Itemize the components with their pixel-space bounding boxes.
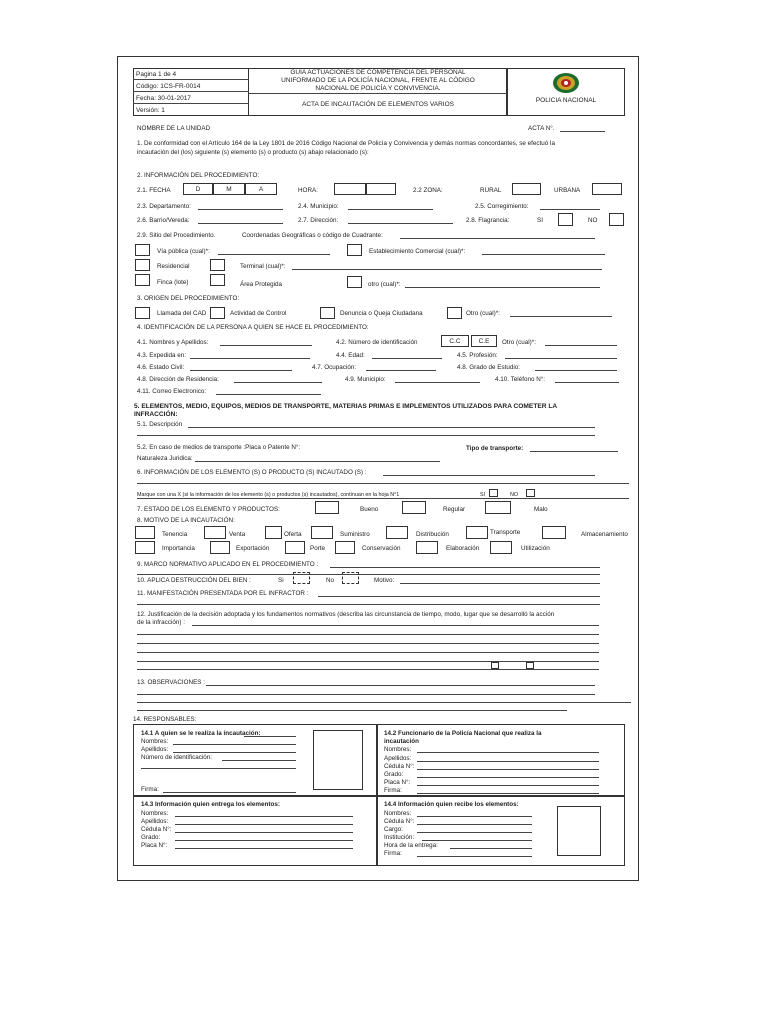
corregimiento-label: 2.5. Corregimiento: xyxy=(475,203,529,210)
terminal-field[interactable] xyxy=(292,269,602,270)
b4-cargo-field[interactable] xyxy=(417,832,532,833)
finca-label: Finca (lote) xyxy=(157,279,189,286)
oferta-label: Oferta xyxy=(284,531,302,538)
b1-numero-field[interactable] xyxy=(222,760,296,761)
expedida-label: 4.3. Expedida en: xyxy=(137,352,187,359)
b3-nombres-field[interactable] xyxy=(175,816,353,817)
section9-field-1[interactable] xyxy=(330,567,600,568)
b4-firma-label: Firma: xyxy=(384,850,402,857)
regular-label: Regular xyxy=(443,506,466,513)
minute-box[interactable] xyxy=(366,183,396,195)
b2-nombres-field[interactable] xyxy=(417,752,599,753)
profesion-field[interactable] xyxy=(505,358,617,359)
hora-label: HORA: xyxy=(298,187,318,194)
almacenamiento-label: Almacenamiento xyxy=(581,531,628,538)
police-shield-logo xyxy=(550,71,582,95)
residencia-label: 4.8. Dirección de Residencia: xyxy=(137,376,219,383)
telefono-field[interactable] xyxy=(555,382,619,383)
direccion-field[interactable] xyxy=(348,223,453,224)
nombres-label: 4.1. Nombres y Apellidos: xyxy=(137,339,209,346)
guide-title-line1: GUIA ACTUACIONES DE COMPETENCIA DEL PERSONAL xyxy=(290,69,466,76)
descripcion-field-1[interactable] xyxy=(188,427,595,428)
b1-fingerprint-box[interactable] xyxy=(313,730,363,790)
observaciones-field-1[interactable] xyxy=(206,685,595,686)
utilizacion-label: Utilización xyxy=(521,545,550,552)
b3-cedula-label: Cédula N°: xyxy=(141,826,172,833)
flagrancia-si-label: SI xyxy=(537,217,543,224)
establecimiento-checkbox[interactable] xyxy=(347,244,362,256)
departamento-label: 2.3. Departamento: xyxy=(137,203,191,210)
descripcion-field-2[interactable] xyxy=(137,435,595,436)
section11-field-1[interactable] xyxy=(318,596,600,597)
b1-apellidos-label: Apellidos: xyxy=(141,746,169,753)
b2-title-line1: 14.2 Funcionario de la Policía Nacional que realiza la xyxy=(384,730,542,737)
coordenadas-field[interactable] xyxy=(400,238,595,239)
otro-origen-field[interactable] xyxy=(510,316,612,317)
b1-firma-label: Firma: xyxy=(141,786,159,793)
continua-si-checkbox[interactable] xyxy=(489,489,498,497)
flagrancia-si-checkbox[interactable] xyxy=(558,213,573,226)
otro-sitio-checkbox[interactable] xyxy=(347,276,362,288)
b4-nombres-field[interactable] xyxy=(417,816,532,817)
b2-apellidos-label: Apellidos: xyxy=(384,755,412,762)
b3-grado-label: Grado: xyxy=(141,834,161,841)
b2-firma-label: Firma: xyxy=(384,787,402,794)
b4-title: 14.4 Información quien recibe los elementos: xyxy=(384,801,519,808)
section5-title-line1: 5. ELEMENTOS, MEDIO, EQUIPOS, MEDIOS DE TRANSPORTE, MATERIAS PRIMAS E IMPLEMENTOS UTILIZADOS PARA COMETER LA xyxy=(134,403,558,410)
month-box[interactable]: M xyxy=(213,183,245,195)
fecha-label: 2.1. FECHA xyxy=(137,187,171,194)
otro-id-label: Otro (cual)*: xyxy=(502,339,536,346)
ocupacion-field[interactable] xyxy=(366,370,436,371)
urbana-label: URBANA xyxy=(554,187,581,194)
edad-field[interactable] xyxy=(372,358,442,359)
b4-institucion-field[interactable] xyxy=(422,840,532,841)
section8-title: 8. MOTIVO DE LA INCAUTACIÓN: xyxy=(137,517,235,524)
porte-checkbox[interactable] xyxy=(285,541,305,554)
departamento-field[interactable] xyxy=(198,209,283,210)
bueno-label: Bueno xyxy=(360,506,379,513)
b3-title: 14.3 Información quien entrega los elementos: xyxy=(141,801,280,808)
residencial-label: Residencial xyxy=(157,263,190,270)
guide-title-line2: UNIFORMADO DE LA POLICÍA NACIONAL, FRENTE AL CÓDIGO xyxy=(281,77,475,84)
finca-checkbox[interactable] xyxy=(135,274,150,286)
ce-checkbox[interactable]: C.E xyxy=(471,335,497,347)
via-publica-label: Vía pública (cual)*: xyxy=(157,248,210,255)
b1-apellidos-field[interactable] xyxy=(173,752,296,753)
b2-grado-label: Grado: xyxy=(384,771,404,778)
almacenamiento-checkbox[interactable] xyxy=(542,526,566,539)
barrio-field[interactable] xyxy=(198,223,283,224)
via-publica-checkbox[interactable] xyxy=(135,244,150,256)
venta-label: Venta xyxy=(229,531,246,538)
b4-institucion-label: Institución: xyxy=(384,834,415,841)
section12-line2: de la infracción) : xyxy=(137,619,185,626)
document-version: Versión: 1 xyxy=(136,107,165,114)
tipo-transporte-label: Tipo de transporte: xyxy=(466,445,524,452)
destruccion-no-label: No xyxy=(326,577,335,584)
llamada-checkbox[interactable] xyxy=(135,307,150,319)
section13-title: 13. OBSERVACIONES : xyxy=(137,679,206,686)
descripcion-label: 5.1. Descripción xyxy=(137,421,183,428)
coordenadas-label: Coordenadas Geográficas o código de Cuadrante: xyxy=(242,232,383,239)
numero-id-label: 4.2. Número de identificación xyxy=(336,339,418,346)
acta-number-field[interactable] xyxy=(560,131,605,132)
municipio-field[interactable] xyxy=(348,209,433,210)
b1-nombres-label: Nombres: xyxy=(141,738,169,745)
estado-civil-field[interactable] xyxy=(190,370,292,371)
b3-apellidos-label: Apellidos: xyxy=(141,818,169,825)
section9-field-2[interactable] xyxy=(137,574,600,575)
marque-label: Marque con una X (si la información de los elemento (s) o productos (s) incautados), continuan en la hoja N°1 xyxy=(137,492,400,498)
destruccion-si-checkbox[interactable] xyxy=(293,572,310,584)
transporte-checkbox[interactable] xyxy=(466,526,488,539)
municipio-label: 2.4. Municipio: xyxy=(298,203,339,210)
section10-title: 10. APLICA DESTRUCCIÓN DEL BIEN : xyxy=(137,577,251,584)
flagrancia-label: 2.8. Flagrancia: xyxy=(466,217,510,224)
motivo-field[interactable] xyxy=(400,583,600,584)
malo-checkbox[interactable] xyxy=(485,501,511,514)
b1-firma-field[interactable] xyxy=(163,792,296,793)
section11-title: 11. MANIFESTACIÓN PRESENTADA POR EL INFRACTOR : xyxy=(137,590,309,597)
b1-numero-label: Número de identificación: xyxy=(141,754,213,761)
establecimiento-label: Establecimiento Comercial (cual)*: xyxy=(369,248,466,255)
otro-origen-label: Otro (cual)*: xyxy=(466,310,500,317)
intro-line2: incautación del (los) siguiente (s) elemento (s) o producto (s) abajo relacionado (s): xyxy=(137,149,369,156)
b4-hora-label: Hora de la entrega: xyxy=(384,842,438,849)
en-caso-transporte-label: 5.2. En caso de medios de transporte :Placa o Patente N°: xyxy=(137,444,301,451)
b2-cedula-field[interactable] xyxy=(417,769,599,770)
flagrancia-no-checkbox[interactable] xyxy=(609,213,624,226)
acta-number-label: ACTA N°. xyxy=(528,125,555,132)
tenencia-label: Tenencia xyxy=(162,531,188,538)
document-code: Código: 1CS-FR-0014 xyxy=(136,83,201,90)
suministro-label: Suministro xyxy=(340,531,370,538)
section6-divider xyxy=(137,498,629,499)
urbana-checkbox[interactable] xyxy=(592,183,622,195)
section7-title: 7. ESTADO DE LOS ELEMENTO Y PRODUCTOS: xyxy=(137,506,280,513)
b3-nombres-label: Nombres: xyxy=(141,810,169,817)
document-date: Fecha: 30-01-2017 xyxy=(136,95,191,102)
section14-title: 14. RESPONSABLES: xyxy=(133,716,197,723)
section12-field-6[interactable] xyxy=(137,669,599,670)
b3-grado-field[interactable] xyxy=(175,840,353,841)
continua-no-label: NO xyxy=(510,492,519,498)
section12-field-1[interactable] xyxy=(192,625,599,626)
nombre-unidad-label: NOMBRE DE LA UNIDAD xyxy=(137,125,211,132)
conservacion-label: Conservación xyxy=(362,545,401,552)
destruccion-si-label: Si xyxy=(278,577,284,584)
continua-no-checkbox[interactable] xyxy=(526,489,535,497)
observaciones-field-4[interactable] xyxy=(137,710,567,711)
via-publica-field[interactable] xyxy=(218,254,330,255)
b4-cargo-label: Cargo: xyxy=(384,826,403,833)
otro-origen-checkbox[interactable] xyxy=(447,307,462,319)
importacion-checkbox[interactable] xyxy=(135,541,155,554)
bueno-checkbox[interactable] xyxy=(315,501,339,514)
b2-grado-field[interactable] xyxy=(417,777,599,778)
tenencia-checkbox[interactable] xyxy=(135,526,155,539)
b4-cedula-field[interactable] xyxy=(417,824,532,825)
section12-field-4[interactable] xyxy=(137,652,599,653)
b1-title-field[interactable] xyxy=(244,736,296,737)
day-box[interactable]: D xyxy=(183,183,213,195)
venta-checkbox[interactable] xyxy=(204,526,226,539)
transporte-label: Transporte xyxy=(490,529,521,536)
motivo-label: Motivo: xyxy=(374,577,395,584)
actividad-label: Actividad de Control xyxy=(230,310,287,317)
exportacion-checkbox[interactable] xyxy=(210,541,230,554)
continua-si-label: SI xyxy=(480,492,486,498)
elaboracion-label: Elaboración xyxy=(446,545,480,552)
telefono-label: 4.10. Teléfono N°: xyxy=(495,376,546,383)
corregimiento-field[interactable] xyxy=(540,209,600,210)
b4-nombres-label: Nombres: xyxy=(384,810,412,817)
observaciones-field-2[interactable] xyxy=(137,694,595,695)
section5-title-line2: INFRACCIÓN: xyxy=(134,411,178,418)
distribucion-label: Distribución xyxy=(416,531,449,538)
section6-field-2[interactable] xyxy=(137,483,629,484)
b3-placa-field[interactable] xyxy=(175,848,353,849)
grado-estudio-label: 4.8. Grado de Estudio: xyxy=(457,364,521,371)
section12-line1: 12. Justificación de la decisión adoptada y los fundamentos normativos (describa las circunstancia de tiempo, modo, lugar que se desarrolló la acción xyxy=(137,611,555,618)
otro-id-field[interactable] xyxy=(545,345,617,346)
profesion-label: 4.5. Profesión: xyxy=(457,352,498,359)
oferta-checkbox[interactable] xyxy=(265,526,282,539)
elaboracion-checkbox[interactable] xyxy=(416,541,438,554)
b1-nombres-field[interactable] xyxy=(173,744,296,745)
barrio-label: 2.6. Barrio/Vereda: xyxy=(137,217,190,224)
b4-cedula-label: Cédula N°: xyxy=(384,818,415,825)
b3-placa-label: Placa N°: xyxy=(141,842,168,849)
b3-apellidos-field[interactable] xyxy=(175,824,353,825)
rural-label: RURAL xyxy=(480,187,502,194)
grado-estudio-field[interactable] xyxy=(535,370,617,371)
otro-sitio-field[interactable] xyxy=(405,287,600,288)
terminal-label: Terminal (cual)*: xyxy=(240,263,286,270)
naturaleza-field[interactable] xyxy=(195,461,440,462)
municipio-residencia-field[interactable] xyxy=(395,382,480,383)
destruccion-no-checkbox[interactable] xyxy=(342,572,359,584)
sitio-label: 2.9. Sitio del Procedimiento. xyxy=(137,232,216,239)
rural-checkbox[interactable] xyxy=(512,183,541,195)
b1-extra-field[interactable] xyxy=(141,768,296,769)
importacion-label: Importancia xyxy=(162,545,195,552)
acta-title: ACTA DE INCAUTACIÓN DE ELEMENTOS VARIOS xyxy=(302,101,454,108)
b3-cedula-field[interactable] xyxy=(175,832,353,833)
cc-checkbox[interactable]: C.C xyxy=(441,335,469,347)
b2-placa-field[interactable] xyxy=(417,785,599,786)
otro-sitio-label: otro (cual)*: xyxy=(368,281,401,288)
tipo-transporte-field[interactable] xyxy=(530,451,618,452)
hour-box[interactable] xyxy=(334,183,366,195)
year-box[interactable]: A xyxy=(245,183,277,195)
nombres-field[interactable] xyxy=(220,345,312,346)
distribucion-checkbox[interactable] xyxy=(386,526,408,539)
section9-title: 9. MARCO NORMATIVO APLICADO EN EL PROCEDIMIENTO : xyxy=(137,561,319,568)
b4-firma-field[interactable] xyxy=(417,856,532,857)
section11-field-2[interactable] xyxy=(137,604,600,605)
municipio-residencia-label: 4.9. Municipio: xyxy=(345,376,386,383)
porte-label: Porte xyxy=(310,545,326,552)
guide-title-line3: NACIONAL DE POLICÍA Y CONVIVENCIA. xyxy=(315,85,441,92)
exportacion-label: Exportación xyxy=(236,545,270,552)
section6-title: 6. INFORMACIÓN DE LOS ELEMENTO (S) O PRODUCTO (S) INCAUTADO (S) : xyxy=(137,469,367,476)
malo-label: Malo xyxy=(534,506,548,513)
section4-title: 4. IDENTIFICACIÓN DE LA PERSONA A QUIEN SE HACE EL PROCEDIMIENTO: xyxy=(137,324,369,331)
b4-hora-field[interactable] xyxy=(450,848,532,849)
flagrancia-no-label: NO xyxy=(588,217,598,224)
b2-placa-label: Placa N°: xyxy=(384,779,411,786)
edad-label: 4.4. Edad: xyxy=(336,352,365,359)
intro-line1: 1. De conformidad con el Artículo 164 de la Ley 1801 de 2016 Código Nacional de Policía y Convivencia y demás normas concordantes, se efectuó la xyxy=(137,140,555,147)
area-protegida-checkbox[interactable] xyxy=(210,274,225,286)
section12-field-3[interactable] xyxy=(137,643,599,644)
denuncia-checkbox[interactable] xyxy=(320,307,335,319)
area-protegida-label: Área Protegida xyxy=(240,281,283,288)
section12-small-box-1[interactable] xyxy=(491,662,499,669)
ocupacion-label: 4.7. Ocupación: xyxy=(312,364,357,371)
b1-title: 14.1 A quien se le realiza la incautación: xyxy=(141,730,261,737)
terminal-checkbox[interactable] xyxy=(210,259,225,271)
direccion-label: 2.7. Dirección: xyxy=(298,217,339,224)
section6-field-1[interactable] xyxy=(383,475,595,476)
section2-title: 2. INFORMACIÓN DEL PROCEDIMIENTO: xyxy=(137,172,260,179)
residencia-field[interactable] xyxy=(234,382,322,383)
utilizacion-checkbox[interactable] xyxy=(490,541,512,554)
observaciones-field-3[interactable] xyxy=(137,702,631,703)
b2-cedula-label: Cédula N°: xyxy=(384,763,415,770)
page-number: Pagina 1 de 4 xyxy=(136,71,177,78)
b2-apellidos-field[interactable] xyxy=(417,761,599,762)
b2-title-line2: incautación xyxy=(384,738,419,745)
naturaleza-label: Naturaleza Juridica: xyxy=(137,455,193,462)
section3-title: 3. ORIGEN DEL PROCEDIMIENTO: xyxy=(137,295,240,302)
b2-firma-field[interactable] xyxy=(417,793,599,794)
zona-label: 2.2 ZONA: xyxy=(413,187,443,194)
estado-civil-label: 4.6. Estado Civil: xyxy=(137,364,185,371)
correo-field[interactable] xyxy=(216,394,321,395)
denuncia-label: Denuncia o Queja Ciudadana xyxy=(340,310,423,317)
b2-nombres-label: Nombres: xyxy=(384,746,412,753)
expedida-field[interactable] xyxy=(190,358,310,359)
conservacion-checkbox[interactable] xyxy=(335,541,355,554)
b4-fingerprint-box[interactable] xyxy=(557,806,601,856)
section12-small-box-2[interactable] xyxy=(526,662,534,669)
correo-label: 4.11. Correo Electronico: xyxy=(137,388,207,395)
section12-field-2[interactable] xyxy=(137,634,599,635)
establecimiento-field[interactable] xyxy=(482,254,605,255)
regular-checkbox[interactable] xyxy=(402,501,426,514)
actividad-checkbox[interactable] xyxy=(210,307,225,319)
suministro-checkbox[interactable] xyxy=(311,526,333,539)
residencial-checkbox[interactable] xyxy=(135,259,150,271)
org-name: POLICIA NACIONAL xyxy=(535,97,597,104)
llamada-label: Llamada del CAD xyxy=(157,310,207,317)
